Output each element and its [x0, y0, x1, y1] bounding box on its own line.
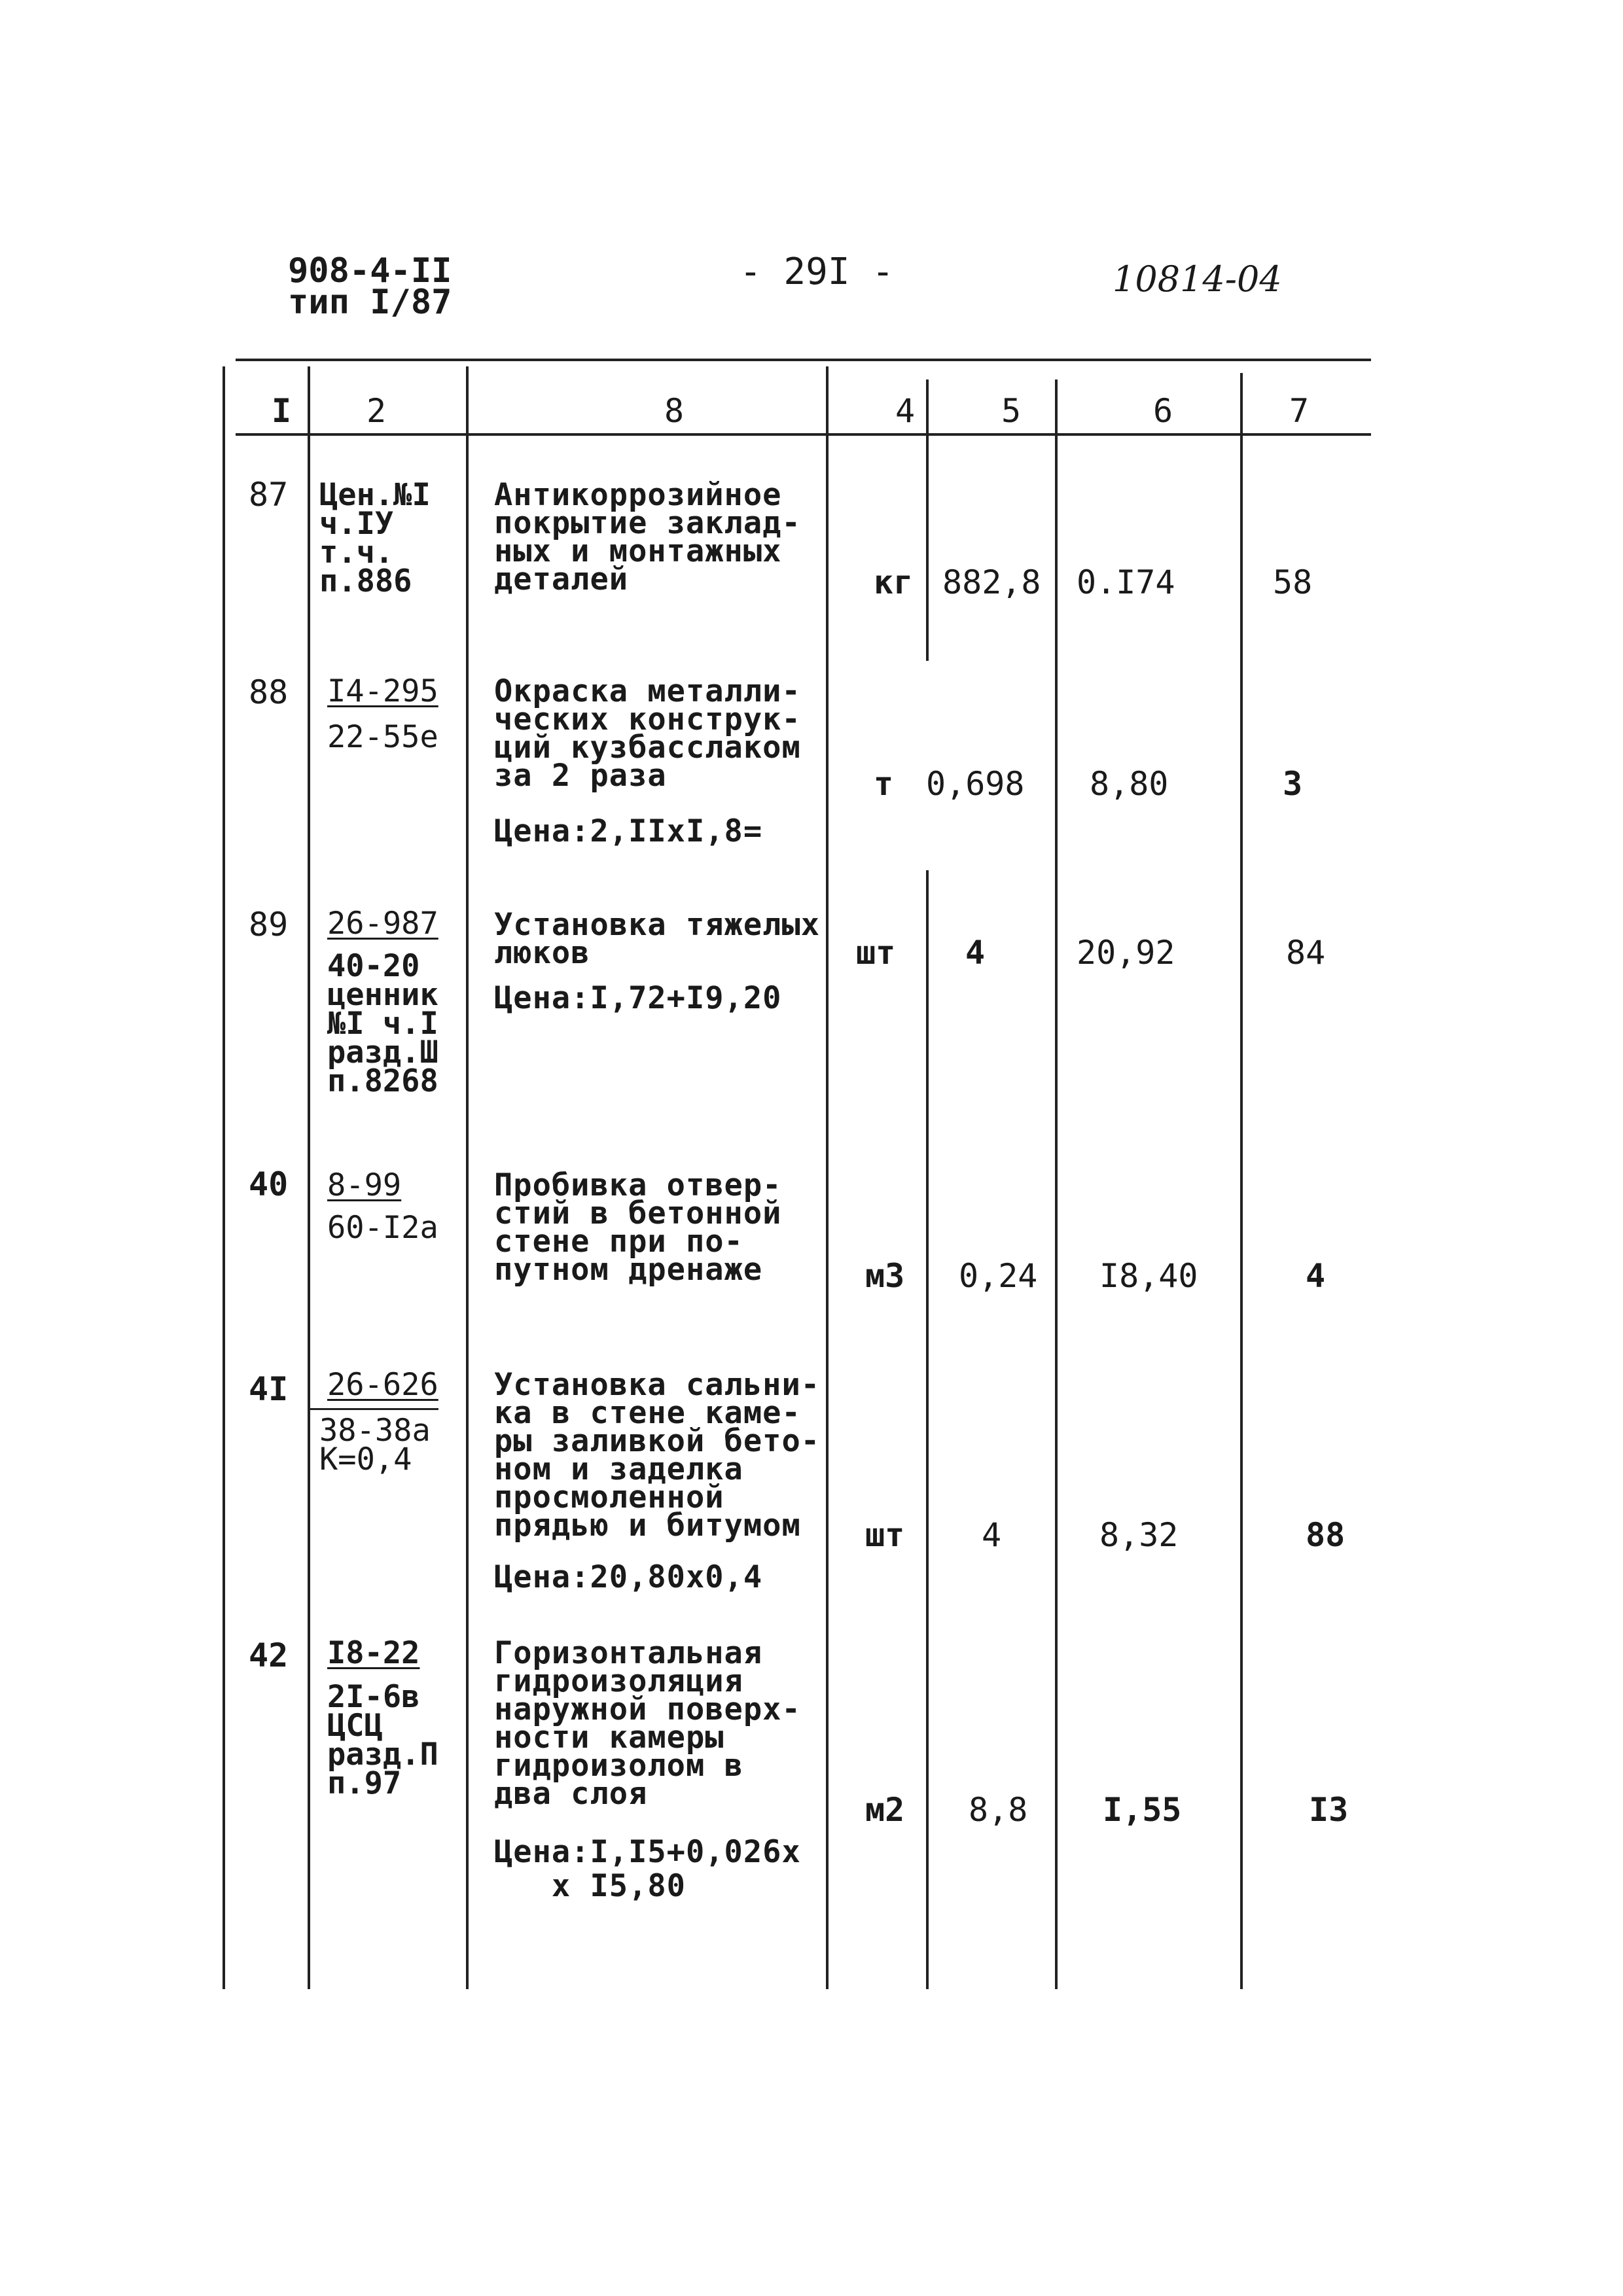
row-price: I,55: [1103, 1791, 1182, 1829]
header-rule: [236, 433, 1371, 436]
row-description: Установка тяжелых люков: [494, 907, 821, 971]
row-code-top: I8-22: [327, 1635, 420, 1671]
row-code: Цен.№I ч.IУ т.ч. п.886: [319, 477, 431, 599]
row-code-bottom: 22-55е: [327, 719, 438, 755]
top-rule: [236, 359, 1371, 361]
row-description: Антикоррозийное покрытие заклад- ных и монтажных деталей: [494, 477, 801, 597]
row-unit: шт: [865, 1516, 905, 1554]
row-description: Окраска металли- ческих конструк- ций кузбасслаком за 2 раза: [494, 673, 801, 794]
row-unit: м3: [865, 1257, 905, 1295]
col-divider-6: [1240, 373, 1243, 1989]
row-code-bottom: 2I-6в ЦСЦ разд.П п.97: [327, 1679, 438, 1801]
column-header-6: 6: [1153, 392, 1173, 430]
col-divider-4a: [926, 380, 929, 661]
archive-number: 10814-04: [1113, 258, 1282, 300]
row-description: Установка сальни- ка в стене каме- ры заливкой бето- ном и заделка просмоленной прядью и битумом: [494, 1367, 821, 1544]
row-price-formula: Цена:I,I5+0,026x x I5,80: [494, 1834, 801, 1904]
row-unit: кг: [874, 563, 914, 601]
row-quantity: 0,698: [926, 765, 1025, 803]
row-description: Горизонтальная гидроизоляция наружной поверх- ности камеры гидроизолом в два слоя: [494, 1635, 801, 1812]
row-price: 20,92: [1077, 934, 1175, 972]
row-number: 87: [249, 476, 289, 514]
document-code-line1: 908-4-II: [288, 251, 452, 291]
row-code-top: 26-626: [327, 1367, 438, 1403]
row-total: 4: [1306, 1257, 1326, 1295]
col-divider-1: [308, 366, 310, 1989]
row-total: 88: [1306, 1516, 1346, 1554]
row-code-bottom: 40-20 ценник №I ч.I разд.Ш п.8268: [327, 948, 438, 1099]
row-quantity: 882,8: [942, 563, 1041, 601]
column-header-3: 8: [664, 392, 685, 430]
row-unit: т: [874, 765, 894, 803]
row-quantity: 0,24: [959, 1257, 1038, 1295]
column-header-4: 4: [895, 392, 916, 430]
row-unit: шт: [856, 934, 896, 972]
row-total: 58: [1273, 563, 1313, 601]
document-code-line2: тип I/87: [288, 283, 452, 322]
document-code: [288, 251, 452, 322]
row-total: I3: [1309, 1791, 1349, 1829]
row-number: 40: [249, 1165, 289, 1203]
page-number: - 29I -: [740, 251, 895, 293]
row-price: I8,40: [1099, 1257, 1198, 1295]
row-number: 4I: [249, 1370, 289, 1408]
row-description: Пробивка отвер- стий в бетонной стене при по- путном дренаже: [494, 1167, 782, 1288]
row-code-top: 8-99: [327, 1167, 402, 1203]
row-total: 3: [1283, 765, 1303, 803]
column-header-7: 7: [1289, 392, 1310, 430]
row-price: 8,32: [1099, 1516, 1179, 1554]
column-header-2: 2: [366, 392, 387, 430]
row-number: 88: [249, 673, 289, 711]
row-quantity: 4: [965, 934, 986, 972]
column-header-1: I: [272, 392, 292, 430]
row-price: 0.I74: [1077, 563, 1175, 601]
col-divider-4b: [926, 870, 929, 1989]
row-unit: м2: [865, 1791, 905, 1829]
row-code-top: 26-987: [327, 906, 438, 942]
row-price-formula: Цена:I,72+I9,20: [494, 980, 782, 1016]
row-number: 89: [249, 906, 289, 944]
row-quantity: 8,8: [969, 1791, 1028, 1829]
col-divider-3: [826, 366, 829, 1989]
row-number: 42: [249, 1636, 289, 1674]
row-code-top: I4-295: [327, 673, 438, 709]
col-divider-5: [1055, 380, 1058, 1989]
row-code-bottom: 60-I2а: [327, 1210, 438, 1246]
row-code-bottom: 38-38а К=0,4: [319, 1413, 431, 1477]
row-quantity: 4: [982, 1516, 1002, 1554]
row-total: 84: [1286, 934, 1326, 972]
row-price-formula: Цена:2,IIxI,8=: [494, 813, 763, 849]
outer-left-border: [223, 366, 225, 1989]
code-divider: [308, 1408, 438, 1410]
col-divider-2: [466, 366, 469, 1989]
row-price: 8,80: [1090, 765, 1169, 803]
row-price-formula: Цена:20,80x0,4: [494, 1559, 763, 1595]
column-header-5: 5: [1001, 392, 1022, 430]
